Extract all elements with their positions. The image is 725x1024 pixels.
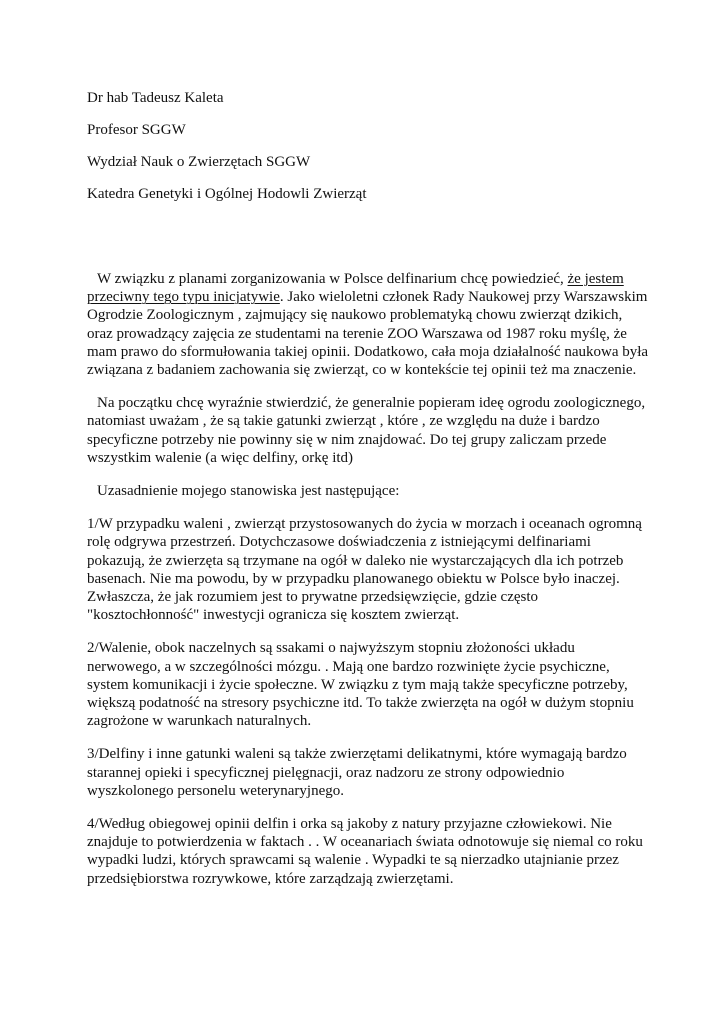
underlined-statement: że jestem przeciwny tego typu inicjatywie [87,271,624,306]
paragraph-intro [87,270,649,379]
paragraph-intro-rest: . Jako wieloletni członek Rady Naukowej przy Warszawskim Ogrodzie Zoologicznym , zajmujący się naukowo problematyką chowu zwierząt dzikich, oraz prowadzący zajęcia ze studentami na terenie ZOO Warszawa od 1987 roku myślę, że mam prawo do sformułowania takiej opinii. Dodatkowo, cała moja działalność naukowa była związana z badaniem zachowania się zwierząt, co w kontekście tej opinii też ma znaczenie. [87,289,649,379]
paragraph-position: Na początku chcę wyraźnie stwierdzić, że generalnie popieram ideę ogrodu zoologicznego, natomiast uważam , że są takie gatunki zwierząt , które , ze względu na duże i bardzo specyficzne potrzeby nie powinny się w nim znajdować. Do tej grupy zaliczam przede wszystkim walenie (a więc delfiny, orkę itd) [87,395,646,466]
author-department: Katedra Genetyki i Ogólnej Hodowli Zwierząt [87,186,367,202]
paragraph-point-3: 3/Delfiny i inne gatunki waleni są także zwierzętami delikatnymi, które wymagają bardzo starannej opieki i specyficznej pielęgnacji, oraz nadzoru ze strony odpowiednio wyszkolonego personelu weterynaryjnego. [87,746,627,799]
author-title: Profesor SGGW [87,122,186,138]
author-faculty: Wydział Nauk o Zwierzętach SGGW [87,154,311,170]
letter-body [87,270,649,903]
paragraph-point-2: 2/Walenie, obok naczelnych są ssakami o najwyższym stopniu złożoności układu nerwowego, a w szczególności mózgu. . Mają one bardzo rozwinięte życie psychiczne, system komunikacji i życie społeczne. W związku z tym mają także specyficzne potrzeby, większą podatność na stresory psychiczne itd. To także zwierzęta na ogół w dużym stopniu zagrożone w warunkach naturalnych. [87,640,634,730]
author-name: Dr hab Tadeusz Kaleta [87,90,224,106]
paragraph-point-1: 1/W przypadku waleni , zwierząt przystosowanych do życia w morzach i oceanach ogromną rolę odgrywa przestrzeń. Dotychczasowe doświadczenia z istniejącymi delfinariami pokazują, że zwierzęta są trzymane na ogół w daleko nie wystarczających dla ich potrzeb basenach. Nie ma powodu, by w przypadku planowanego obiektu w Polsce było inaczej. Zwłaszcza, że jak rozumiem jest to prywatne przedsięwzięcie, gdzie często "kosztochłonność" inwestycji ogranicza się kosztem zwierząt. [87,516,642,624]
paragraph-point-4: 4/Według obiegowej opinii delfin i orka są jakoby z natury przyjazne człowiekowi. Nie znajduje to potwierdzenia w faktach . . W oceanariach świata odnotowuje się niemal co roku wypadki ludzi, których sprawcami są walenie . Wypadki te są nierzadko utajnianie przez przedsiębiorstwa rozrywkowe, które zarządzają zwierzętami. [87,816,643,887]
paragraph-justification-heading: Uzasadnienie mojego stanowiska jest następujące: [97,483,400,500]
paragraph-intro-start: W związku z planami zorganizowania w Polsce delfinarium chcę powiedzieć, [97,271,568,287]
